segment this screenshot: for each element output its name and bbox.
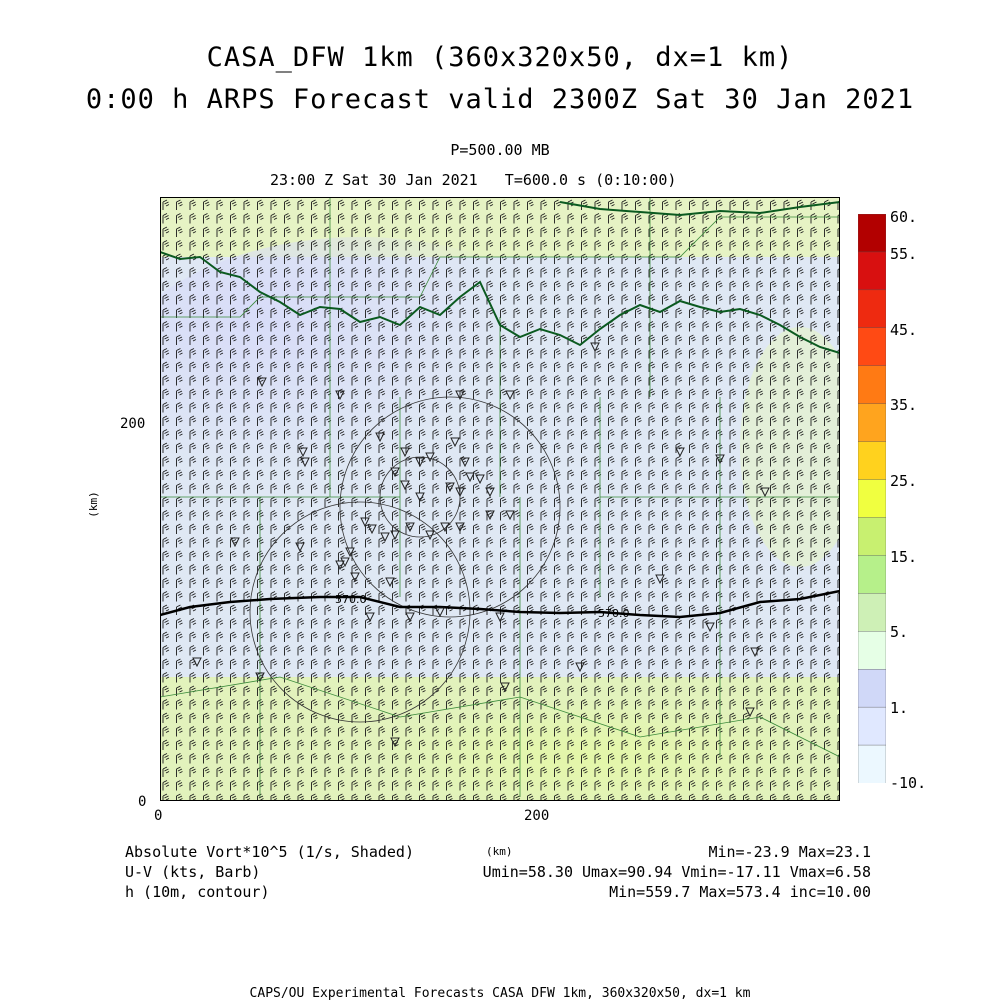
field1-stats: Min=-23.9 Max=23.1	[708, 843, 871, 861]
valid-time-label: 23:00 Z Sat 30 Jan 2021 T=600.0 s (0:10:00)	[270, 171, 677, 189]
colorbar-swatch	[858, 707, 886, 745]
map-plot-area	[160, 197, 840, 801]
colorbar-label: 25.	[890, 472, 918, 490]
contour-label: 570.0	[335, 593, 367, 606]
colorbar-swatch	[858, 555, 886, 593]
field2-label: U-V (kts, Barb)	[125, 863, 261, 881]
colorbar-swatch	[858, 214, 886, 252]
colorbar-label: 35.	[890, 396, 918, 414]
credit-line: CAPS/OU Experimental Forecasts CASA DFW 1km, 360x320x50, dx=1 km	[249, 986, 751, 1001]
colorbar-label: 60.	[890, 208, 918, 226]
colorbar-label: 5.	[890, 623, 909, 641]
colorbar-swatch	[858, 252, 886, 290]
colorbar-swatch	[858, 328, 886, 366]
field2-stats: Umin=58.30 Umax=90.94 Vmin=-17.11 Vmax=6.58	[482, 863, 871, 881]
colorbar	[858, 214, 886, 783]
colorbar-swatch	[858, 517, 886, 555]
x-tick-label: 0	[154, 808, 163, 824]
colorbar-swatch	[858, 669, 886, 707]
colorbar-label: -10.	[890, 774, 927, 792]
y-tick-label: 200	[120, 416, 146, 432]
colorbar-label: 45.	[890, 321, 918, 339]
x-tick-label: 200	[524, 808, 550, 824]
x-axis-unit: (km)	[486, 845, 513, 858]
colorbar-label: 55.	[890, 245, 918, 263]
colorbar-swatch	[858, 442, 886, 480]
colorbar-swatch	[858, 631, 886, 669]
contour-label: 570.0	[598, 607, 630, 620]
vorticity-band-north	[160, 197, 840, 257]
colorbar-swatch	[858, 745, 886, 783]
chart-title-line2: 0:00 h ARPS Forecast valid 2300Z Sat 30 Jan 2021	[85, 84, 915, 115]
field1-label: Absolute Vort*10^5 (1/s, Shaded)	[125, 843, 414, 861]
colorbar-swatch	[858, 404, 886, 442]
colorbar-label: 15.	[890, 548, 918, 566]
colorbar-swatch	[858, 366, 886, 404]
field3-label: h (10m, contour)	[125, 883, 270, 901]
y-tick-label: 0	[138, 794, 147, 810]
colorbar-swatch	[858, 593, 886, 631]
chart-title-line1: CASA_DFW 1km (360x320x50, dx=1 km)	[206, 42, 794, 73]
colorbar-label: 1.	[890, 699, 909, 717]
colorbar-swatch	[858, 480, 886, 518]
y-axis-unit: (km)	[86, 491, 100, 518]
pressure-level-label: P=500.00 MB	[450, 141, 550, 159]
field3-stats: Min=559.7 Max=573.4 inc=10.00	[609, 883, 871, 901]
colorbar-swatch	[858, 290, 886, 328]
